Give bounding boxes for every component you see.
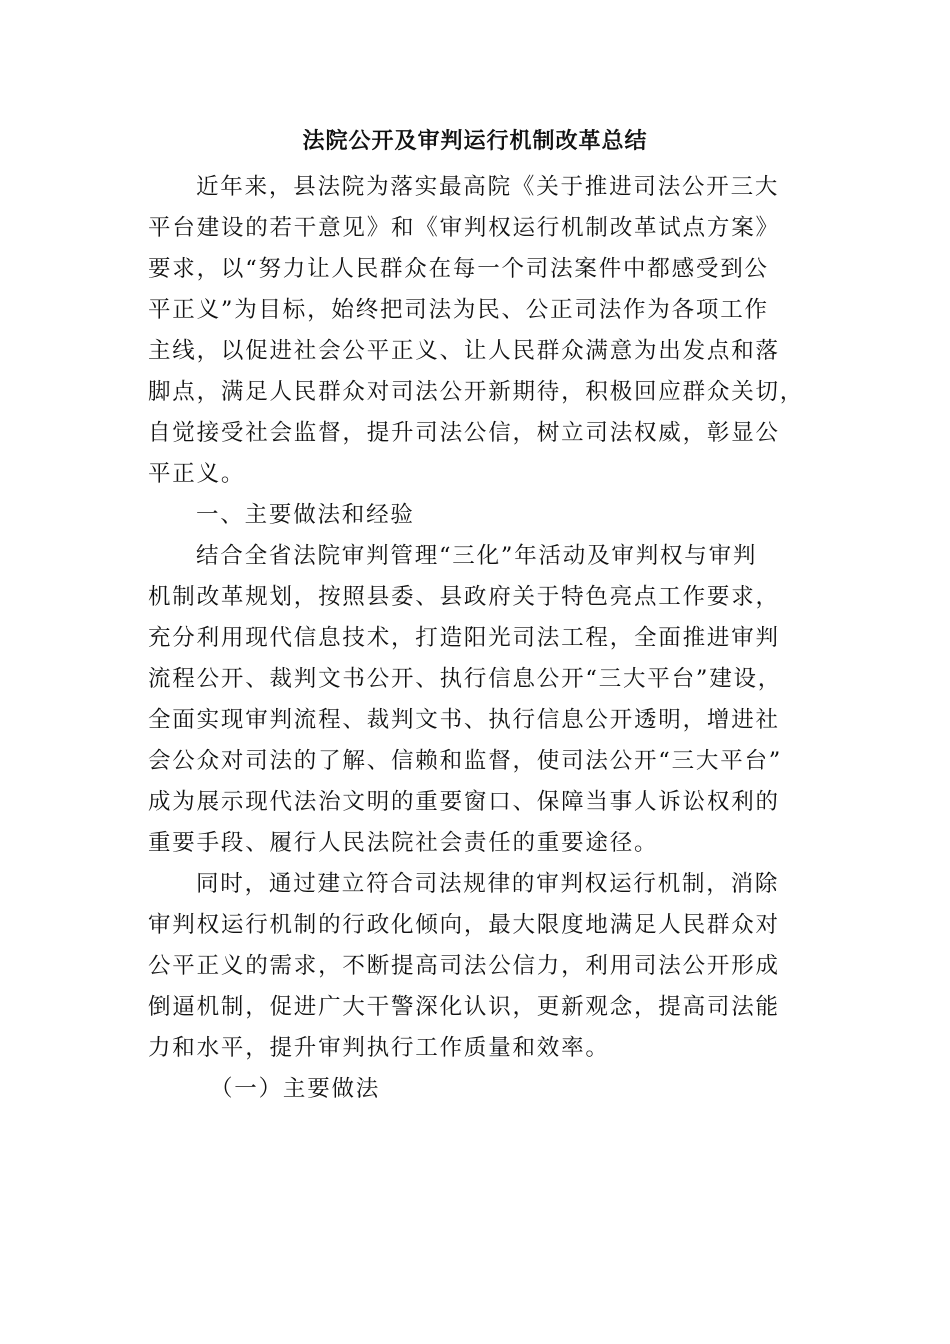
paragraph-2-line: 会公众对司法的了解、信赖和监督，使司法公开“三大平台” bbox=[148, 748, 783, 774]
paragraph-3-line: 倒逼机制，促进广大干警深化认识，更新观念，提高司法能 bbox=[148, 994, 780, 1020]
document-body bbox=[148, 167, 808, 1110]
paragraph-1-line: 平正义。 bbox=[148, 461, 246, 487]
paragraph-3-line: 力和水平，提升审判执行工作质量和效率。 bbox=[148, 1035, 610, 1061]
paragraph-2-line: 重要手段、履行人民法院社会责任的重要途径。 bbox=[148, 830, 659, 856]
paragraph-2-line: 全面实现审判流程、裁判文书、执行信息公开透明，增进社 bbox=[148, 707, 780, 733]
section-heading-2: （一）主要做法 bbox=[210, 1076, 381, 1102]
paragraph-1-line: 平台建设的若干意见》和《审判权运行机制改革试点方案》 bbox=[148, 215, 780, 241]
paragraph-1-line: 要求，以“努力让人民群众在每一个司法案件中都感受到公 bbox=[148, 256, 769, 282]
paragraph-1-line: 主线，以促进社会公平正义、让人民群众满意为出发点和落 bbox=[148, 338, 780, 364]
paragraph-1-line: 脚点，满足人民群众对司法公开新期待，积极回应群众关切， bbox=[148, 379, 805, 405]
paragraph-2-line: 流程公开、裁判文书公开、执行信息公开“三大平台”建设， bbox=[148, 666, 783, 692]
paragraph-1-line: 自觉接受社会监督，提升司法公信，树立司法权威，彰显公 bbox=[148, 420, 780, 446]
paragraph-3-line: 公平正义的需求，不断提高司法公信力，利用司法公开形成 bbox=[148, 953, 780, 979]
document-title: 法院公开及审判运行机制改革总结 bbox=[302, 128, 648, 154]
paragraph-1-line: 平正义”为目标，始终把司法为民、公正司法作为各项工作 bbox=[148, 297, 769, 323]
paragraph-2-line: 结合全省法院审判管理“三化”年活动及审判权与审判 bbox=[196, 543, 758, 569]
paragraph-2-line: 充分利用现代信息技术，打造阳光司法工程，全面推进审判 bbox=[148, 625, 780, 651]
paragraph-2-line: 成为展示现代法治文明的重要窗口、保障当事人诉讼权利的 bbox=[148, 789, 780, 815]
paragraph-2-line: 机制改革规划，按照县委、县政府关于特色亮点工作要求， bbox=[148, 584, 780, 610]
paragraph-3-line: 审判权运行机制的行政化倾向，最大限度地满足人民群众对 bbox=[148, 912, 780, 938]
paragraph-1-line: 近年来，县法院为落实最高院《关于推进司法公开三大 bbox=[196, 174, 780, 200]
paragraph-3-line: 同时，通过建立符合司法规律的审判权运行机制，消除 bbox=[196, 871, 780, 897]
section-heading-1: 一、主要做法和经验 bbox=[196, 502, 415, 528]
